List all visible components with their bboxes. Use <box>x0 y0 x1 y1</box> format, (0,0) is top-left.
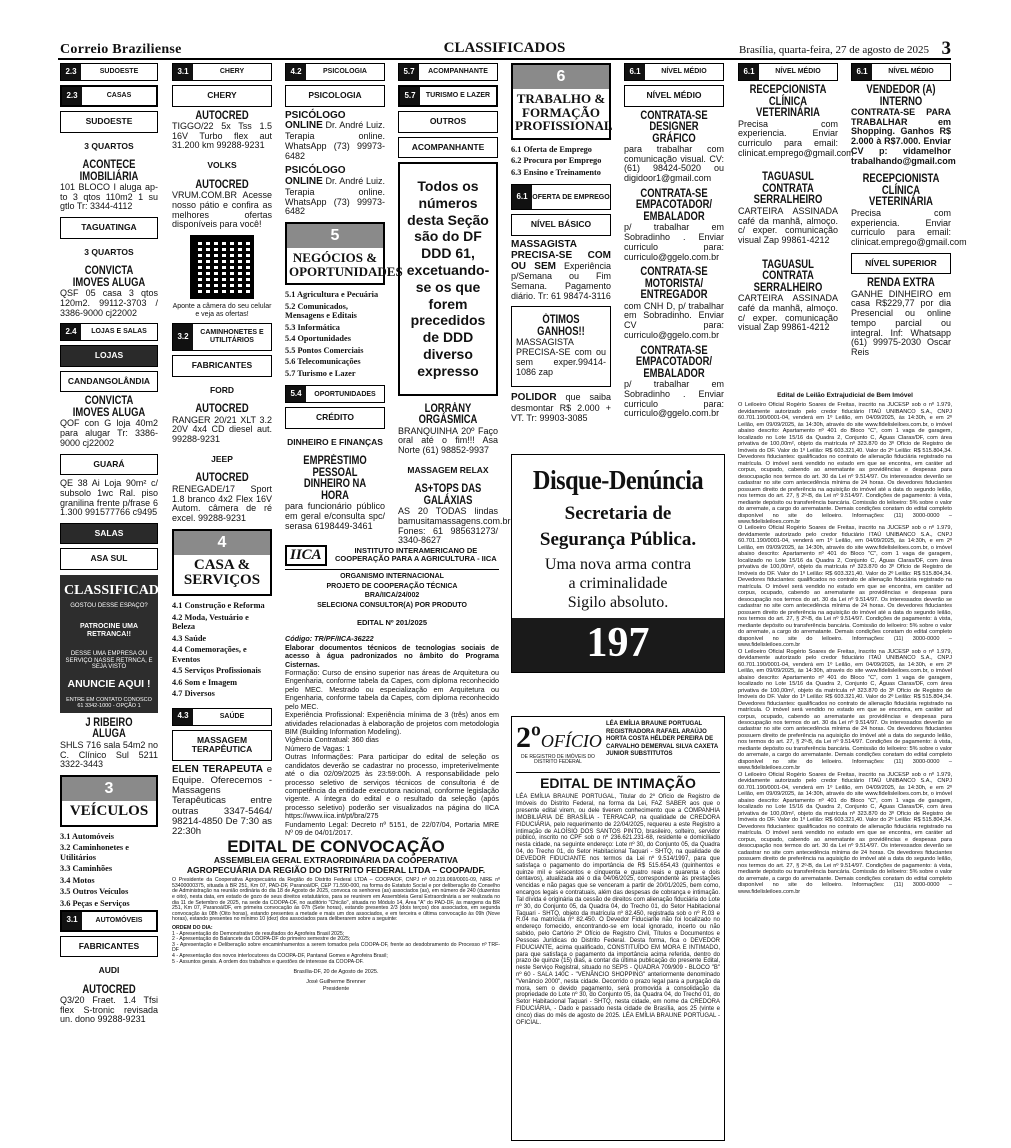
section-header: 5.7 ACOMPANHANTE <box>398 63 498 81</box>
ad-title: CONTRATA-SE MOTORISTA/ ENTREGADOR <box>640 266 708 302</box>
leilao-notice: Edital de Leilão Extrajudicial de Bem Imóvel O Leiloeiro Oficial Rogério Soares de Freitas, inscrito na JUCESP sob o nº 1.979, devidamente autorizado pelo credor fiduciário ITAÚ UNIBANCO S.A., CNPJ 60.701.190/0001-04, venderá em 1º Leilão, em 04/09/2025, às 14:30h, e em 2º Leilão, em 09/09/2025, às 14:30h, através do site www.fidelisleiloes.com.br, o imóvel abaixo descrito: Apartamento nº 401 do Bloco "C", com 1 vaga de garagem, localizado no Lote 15/16 da Quadra 2, Conjunto C, Águas Claras/DF, com área privativa de 100,00m², objeto da matrícula nº 323.870 do 3º Ofício de Registro de Imóveis do DF. Valor do 1º Leilão: R$ 603.321,40. Valor do 2º Leilão: R$ 515.804,34. Devedores fiduciantes: qualificados no contrato de alienação fiduciária registrado na matrícula. O imóvel será vendido no estado em que se encontra, em caráter ad corpus, ocupado, cabendo ao arrematante as providências e despesas para desocupação nos termos do art. 30 da Lei nº 9.514/97. Os interessados deverão se cadastrar no site com antecedência mínima de 24 horas. Os devedores fiduciantes possuem direito de preferência na aquisição do imóvel até a data do segundo leilão, nos termos do art. 27, § 2º-B, da Lei nº 9.514/97. Condições de pagamento: à vista, mediante depósito ou transferência bancária. Comissão do leiloeiro: 5% sobre o valor do arremate, a cargo do arrematante. Demais condições constam do edital completo disponível no site do leiloeiro. Informações: (11) 3000-0000 – www.fidelisleiloes.com.br O Leiloeiro Oficial Rogério Soares de Freitas, inscrito na JUCESP sob o nº 1.979, devidamente autorizado pelo credor fiduciário ITAÚ UNIBANCO S.A., CNPJ 60.701.190/0001-04, venderá em 1º Leilão, em 04/09/2025, às 14:30h, e em 2º Leilão, em 09/09/2025, às 14:30h, através do site www.fidelisleiloes.com.br, o imóvel abaixo descrito: Apartamento nº 401 do Bloco "C", com 1 vaga de garagem, localizado no Lote 15/16 da Quadra 2, Conjunto C, Águas Claras/DF, com área privativa de 100,00m², objeto da matrícula nº 323.870 do 3º Ofício de Registro de Imóveis do DF. Valor do 1º Leilão: R$ 603.321,40. Valor do 2º Leilão: R$ 515.804,34. Devedores fiduciantes: qualificados no contrato de alienação fiduciária registrado na matrícula. O imóvel será vendido no estado em que se encontra, em caráter ad corpus, ocupado, cabendo ao arrematante as providências e despesas para desocupação nos termos do art. 30 da Lei nº 9.514/97. Os interessados deverão se cadastrar no site com antecedência mínima de 24 horas. Os devedores fiduciantes possuem direito de preferência na aquisição do imóvel até a data do segundo leilão, nos termos do art. 27, § 2º-B, da Lei nº 9.514/97. Condições de pagamento: à vista, mediante depósito ou transferência bancária. Comissão do leiloeiro: 5% sobre o valor do arremate, a cargo do arrematante. Demais condições constam do edital completo disponível no site do leiloeiro. Informações: (11) 3000-0000 – www.fidelisleiloes.com.br O Leiloeiro Oficial Rogério Soares de Freitas, inscrito na JUCESP sob o nº 1.979, devidamente autorizado pelo credor fiduciário ITAÚ UNIBANCO S.A., CNPJ 60.701.190/0001-04, venderá em 1º Leilão, em 04/09/2025, às 14:30h, e em 2º Leilão, em 09/09/2025, às 14:30h, através do site www.fidelisleiloes.com.br, o imóvel abaixo descrito: Apartamento nº 401 do Bloco "C", com 1 vaga de garagem, localizado no Lote 15/16 da Quadra 2, Conjunto C, Águas Claras/DF, com área privativa de 100,00m², objeto da matrícula nº 323.870 do 3º Ofício de Registro de Imóveis do DF. Valor do 1º Leilão: R$ 603.321,40. Valor do 2º Leilão: R$ 515.804,34. Devedores fiduciantes: qualificados no contrato de alienação fiduciária registrado na matrícula. O imóvel será vendido no estado em que se encontra, em caráter ad corpus, ocupado, cabendo ao arrematante as providências e despesas para desocupação nos termos do art. 30 da Lei nº 9.514/97. Os interessados deverão se cadastrar no site com antecedência mínima de 24 horas. Os devedores fiduciantes possuem direito de preferência na aquisição do imóvel até a data do segundo leilão, nos termos do art. 27, § 2º-B, da Lei nº 9.514/97. Condições de pagamento: à vista, mediante depósito ou transferência bancária. Comissão do leiloeiro: 5% sobre o valor do arremate, a cargo do arrematante. Demais condições constam do edital completo disponível no site do leiloeiro. Informações: (11) 3000-0000 – www.fidelisleiloes.com.br O Leiloeiro Oficial Rogério Soares de Freitas, inscrito na JUCESP sob o nº 1.979, devidamente autorizado pelo credor fiduciário ITAÚ UNIBANCO S.A., CNPJ 60.701.190/0001-04, venderá em 1º Leilão, em 04/09/2025, às 14:30h, e em 2º Leilão, em 09/09/2025, às 14:30h, através do site www.fidelisleiloes.com.br, o imóvel abaixo descrito: Apartamento nº 401 do Bloco "C", com 1 vaga de garagem, localizado no Lote 15/16 da Quadra 2, Conjunto C, Águas Claras/DF, com área privativa de 100,00m², objeto da matrícula nº 323.870 do 3º Ofício de Registro de Imóveis do DF. Valor do 1º Leilão: R$ 603.321,40. Valor do 2º Leilão: R$ 515.804,34. Devedores fiduciantes: qualificados no contrato de alienação fiduciária registrado na matrícula. O imóvel será vendido no estado em que se encontra, em caráter ad corpus, ocupado, cabendo ao arrematante as providências e despesas para desocupação nos termos do art. 30 da Lei nº 9.514/97. Os interessados deverão se cadastrar no site com antecedência mínima de 24 horas. Os devedores fiduciantes possuem direito de preferência na aquisição do imóvel até a data do segundo leilão, nos termos do art. 27, § 2º-B, da Lei nº 9.514/97. Condições de pagamento: à vista, mediante depósito ou transferência bancária. Comissão do leiloeiro: 5% sobre o valor do arremate, a cargo do arrematante. Demais condições constam do edital completo disponível no site do leiloeiro. Informações: (11) 3000-0000 – www.fidelisleiloes.com.br <box>738 392 952 895</box>
section-header: 3.1 CHERY <box>172 63 272 81</box>
category-box: SUDOESTE <box>60 111 158 133</box>
index-item[interactable]: 6.2 Procura por Emprego <box>511 156 602 166</box>
convocacao-notice: EDITAL DE CONVOCAÇÃO ASSEMBLEIA GERAL EXTRAORDINÁRIA DA COOPERATIVA AGROPECUÁRIA DA REGIÃO DO DISTRITO FEDERAL LTDA – COOPA/DF. O Presidente da Cooperativa Agropecuária da Região do Distrito Federal LTDA – COOPA/DF, CNPJ nº 00.219.069/0001-09, NIRE nº 53400000375, situada à BR 251, Km 07, PAD-DF, Paranoá/DF, CEP 71.590-000, na forma do Estatuto Social e por deliberação do Conselho de Administração na reunião ordinária do dia 18 de Agosto de 2025, convoca os senhores (as) associados (as), em número de 240 (duzentos e oito), nesta data, em estado de gozo de seus direitos estatutários, para se reunirem em Assembleia Geral Extraordinária a ser realizada no dia 11 de Setembro de 2025, na sede da COOPA-DF, no auditório "Chicão", situada no Módulo 14, Área "A" do PAD-DF, às margens da BR 251, Km 07, Paranoá/DF, em primeira convocação às 07h (Sete horas), estando presentes 2/3 (dois terços) dos associados, em segunda convocação às 08h (Oito horas), estando presentes a metade e mais um dos associados, e em terceira e última convocação às 09h (Nove horas), estando presentes no mínimo 10 (dez) dos associados para deliberarem sobre a seguinte: ORDEM DO DIA: 1 - Apresentação do Demonstrativo de resultados do Agrofeira Brasil 2025; 2 - Apresentação do Balancete da COOPA-DF do primeiro semestre de 2025; 3 - Apresentação e Deliberação sobre encaminhamentos a serem tomados pela COOPA-DF, frente ao desdobramento do Processo nº TRF-DF 4 - Apresentação dos novos interlocutores da COOPA-DF, Pantanal Gomes e Agrofeira Brasil; 5 - Assuntos gerais. A ordem dos trabalhos e questões de interesse da COOPA-DF. Brasília-DF, 20 de Agosto de 2025. José Guilherme Brenner Presidente <box>172 837 500 992</box>
ad-body: para funcionário público em geral e/consulta spc/ serasa 6198449-3461 <box>285 501 385 531</box>
notice-title: Edital de Leilão Extrajudicial de Bem Imóvel <box>777 392 913 399</box>
category-header: 4 CASA & SERVIÇOS <box>172 529 272 596</box>
ad-body: QE 38 Ai Loja 90m² c/ subsolo 1wc Ral. piso granilina frente p/frase 6 1.300 991577766 c9495 <box>60 478 158 518</box>
notice-title: EDITAL DE CONVOCAÇÃO <box>227 837 445 856</box>
section-header: 5.7 TURISMO E LAZER <box>398 85 498 107</box>
section-header: 3.1 AUTOMÓVEIS <box>60 910 158 932</box>
ad-title: AUTOCRED <box>195 178 249 191</box>
ad-body: com CNH D, p/ trabalhar em Sobradinho. Enviar CV para: curriculo@ggelo.com.br <box>624 300 724 340</box>
ad-body: 101 BLOCO I aluga ap-to 3 qtos 110m2 1 su gtlo Tr: 3344-4112 <box>60 182 158 212</box>
iica-notice: IICA INSTITUTO INTERAMERICANO DE COOPERAÇÃO PARA A AGRICULTURA - IICA ORGANISMO INTERNACIONAL PROJETO DE COOPERAÇÃO TÉCNICA BRA/IICA/24/002 SELECIONA CONSULTOR(A) POR PRODUTO EDITAL Nº 201/2025 Código: TR/PF/IICA-36222 Elaborar documentos técnicos de tecnologias sociais de acesso à água padronizados no âmbito do Programa Cisternas. Formação: Curso de ensino superior nas áreas de Arquitetura ou Engenharia, conforme tabela da Capes, com diploma reconhecido pelo MEC. Mestrado ou especialização em Arquitetura ou Engenharia, conforme tabela da Capes, com diploma reconhecido pelo MEC. Experiência Profissional: Experiência mínima de 3 (três) anos em atividades relacionadas à elaboração de projetos com metodologia BIM (Building Information Modeling). Vigência Contratual: 360 dias Número de Vagas: 1 Outras Informações: Para participar do edital de seleção os candidatos deverão se cadastrar no processo, impreterivelmente até o dia 02/09/2025 às 23:59:00h. A responsabilidade pelo processo seletivo de serviços técnicos de consultoria é de competência da entidade executora nacional, conforme legislação vigente. A íntegra do edital e o resultado da seleção (após processo seletivo) poderão ser visualizados na página do IICA https://www.iica.int/pt/bra/275 Fundamento Legal: Decreto nº 5151, de 22/07/04, Portaria MRE Nº 09 de 04/01/2017. <box>285 546 499 838</box>
ad-body: PSICÓLOGO ONLINE Dr. André Luiz. Terapia online. WhatsApp (73) 99973-6482 <box>285 165 385 217</box>
notice-title: EDITAL DE INTIMAÇÃO <box>516 772 720 792</box>
index-item[interactable]: 4.3 Saúde <box>172 633 207 643</box>
page-number: 3 <box>941 38 951 59</box>
column-7 <box>738 63 854 393</box>
index-item[interactable]: 5.3 Informática <box>285 322 340 332</box>
ad-title: TAGUASUL CONTRATA SERRALHEIRO <box>753 258 823 294</box>
column-6 <box>624 63 724 443</box>
category-box: NÍVEL SUPERIOR <box>851 253 951 275</box>
category-box: CRÉDITO <box>285 407 385 429</box>
category-box: FORD <box>209 384 235 395</box>
category-box: FABRICANTES <box>60 936 158 958</box>
ad-title: AUTOCRED <box>195 403 249 416</box>
index-item[interactable]: 4.5 Serviços Profissionais <box>172 666 262 676</box>
ad-body: CARTEIRA ASSINADA café da manhã, almoço. c/ exper. comunicação visual Zap 99861-4212 <box>738 205 838 246</box>
category-box: FABRICANTES <box>172 355 272 377</box>
ad-title: AUTOCRED <box>195 472 249 485</box>
index-item[interactable]: 3.3 Caminhões <box>60 864 113 874</box>
ad-body: ELEN TERAPEUTA e Equipe. Oferecemos - Massagens Terapêuticas entre outras 3347-5464/ 98214-4850 De 7:30 as 22:30h <box>172 763 272 837</box>
category-index <box>60 831 158 910</box>
ad-body: BRANQUINHA 20º Faço oral até o fim!!! Asa Norte (61) 98852-9937 <box>398 425 498 456</box>
index-item[interactable]: 5.6 Telecomunicações <box>285 357 361 367</box>
ad-body: RANGER 20/21 XLT 3.2 20V 4x4 CD diesel aut. 99288-9231 <box>172 414 272 445</box>
index-item[interactable]: 4.6 Som e Imagem <box>172 677 237 687</box>
section-header: 5.4 OPORTUNIDADES <box>285 385 385 403</box>
category-header: 6 TRABALHO & FORMAÇÃO PROFISSIONAL <box>511 63 611 140</box>
ad-title: RECEPCIONISTA CLÍNICA VETERINÁRIA <box>862 173 940 209</box>
phone-number[interactable]: 197 <box>512 618 724 671</box>
ad-title: CONVICTA IMOVES ALUGA <box>72 395 146 419</box>
category-box: CANDANGOLÂNDIA <box>60 371 158 393</box>
section-header: 6.1 NÍVEL MÉDIO <box>738 63 838 81</box>
column-3 <box>285 63 403 543</box>
index-item[interactable]: 3.4 Motos <box>60 875 95 885</box>
category-box: DINHEIRO E FINANÇAS <box>287 436 383 447</box>
section-title: CLASSIFICADOS <box>443 40 566 56</box>
section-header: 2.4 LOJAS E SALAS <box>60 323 158 341</box>
ad-title: ACONTECE IMOBILIÁRIA <box>79 159 139 183</box>
ad-body: AS 20 TODAS lindas bamusitamassagens.com.br Fones: 61 985631273/ 3340-8627 <box>398 506 511 546</box>
category-box: CHERY <box>172 85 272 107</box>
subcategory: 3 QUARTOS <box>84 246 134 257</box>
iica-logo: IICA <box>285 545 327 566</box>
category-box: SALAS <box>60 523 158 545</box>
ad-card: ÓTIMOS GANHOS!! MASSAGISTA PRECISA-SE com ou sem exper.99414-1086 zap <box>511 306 611 387</box>
ad-title: J RIBEIRO ALUGA <box>85 716 133 741</box>
section-header: 4.2 PSICOLOGIA <box>285 63 385 81</box>
ad-body: QSF 05 casa 3 qtos 120m2. 99112-3703 / 3386-9000 cj22002 <box>60 288 158 318</box>
index-item[interactable]: 5.2 Comunicados, Mensagens e Editais <box>285 301 357 321</box>
section-header: 4.3 SAÚDE <box>172 708 272 726</box>
iica-edital: EDITAL Nº 201/2025 <box>357 617 427 627</box>
column-5 <box>511 63 611 443</box>
promo-banner[interactable]: CLASSIFICADOS GOSTOU DESSE ESPAÇO? PATROCINE UMA RETRANCA!! DESSE UMA EMPRESA OU SERVIÇO NASSE RETRNCA, E SEJA VISTO ANUNCIE AQUI ! ENTRE EM CONTATO CONOSCO 61 3342-1000 - OPÇÃO 1 <box>60 575 158 713</box>
index-item[interactable]: 4.4 Comemorações, e Eventos <box>172 645 247 664</box>
index-item[interactable]: 6.1 Oferta de Emprego <box>511 144 592 154</box>
category-header: 3 VEÍCULOS <box>60 775 158 827</box>
ad-body: VRUM.COM.BR Acesse nosso pátio e confira as melhores ofertas disponíveis para você! <box>172 190 272 230</box>
ad-body: p/ trabalhar em Sobradinho . Enviar curriculo para: curriculo@ggelo.com.br <box>624 222 724 262</box>
category-box: NÍVEL BÁSICO <box>511 214 611 236</box>
ad-title: EMPRÉSTIMO PESSOAL DINHEIRO NA HORA <box>303 455 367 502</box>
category-header: 5 NEGÓCIOS & OPORTUNIDADES <box>285 222 385 285</box>
ad-title: CONTRATA-SE EMPACOTADOR/ EMBALADOR <box>635 344 713 380</box>
ad-title: RECEPCIONISTA CLÍNICA VETERINÁRIA <box>749 84 827 119</box>
category-box: JEEP <box>211 453 233 464</box>
paper-name: Correio Braziliense <box>60 42 182 57</box>
index-item[interactable]: 5.4 Oportunidades <box>285 334 351 344</box>
category-box: MASSAGEM RELAX <box>407 464 489 475</box>
ad-body: GANHE DINHEIRO em casa R$229,77 por dia Presencial ou online tempo parcial ou integral. Inf: Whatsapp (61) 99975-2030 Oscar Reis <box>851 288 951 358</box>
ad-title: TAGUASUL CONTRATA SERRALHEIRO <box>753 171 823 207</box>
column-8 <box>851 63 967 393</box>
ad-body: QOF con G loja 40m2 para alugar Tr: 3386-9000 cj22002 <box>60 418 158 448</box>
category-box: OUTROS <box>398 111 498 133</box>
section-header: 6.1 NÍVEL MÉDIO <box>851 63 951 81</box>
category-index <box>285 289 385 379</box>
ad-title: CONVICTA IMOVES ALUGA <box>72 265 146 289</box>
category-box: AUDI <box>98 965 120 976</box>
ad-body: p/ trabalhar em Sobradinho . Enviar curriculo para: curriculo@ggelo.com.br <box>624 379 724 419</box>
ad-title: VENDEDOR (A) INTERNO <box>866 84 936 108</box>
category-index <box>511 144 611 179</box>
category-box: ASA SUL <box>60 548 158 570</box>
index-item[interactable]: 3.5 Outros Veículos <box>60 887 129 897</box>
edition-date: Brasília, quarta-feira, 27 de agosto de 2025 <box>739 44 929 56</box>
section-header: 2.3 CASAS <box>60 85 158 107</box>
index-item[interactable]: 5.7 Turismo e Lazer <box>285 368 356 378</box>
ad-title: RENDA EXTRA <box>867 277 935 290</box>
ad-title: CONTRATA-SE EMPACOTADOR/ EMBALADOR <box>635 187 713 223</box>
ad-body: PSICÓLOGO ONLINE Dr. André Luiz. Terapia online. WhatsApp (73) 99973-6482 <box>285 109 385 161</box>
index-item[interactable]: 5.1 Agricultura e Pecuária <box>285 290 379 300</box>
column-4 <box>398 63 511 546</box>
masthead <box>58 38 951 60</box>
index-item[interactable]: 4.2 Moda, Vestuário e Beleza <box>172 612 249 632</box>
ad-body: Precisa com experiencia. Enviar curriculo para email: clinicat.emprego@gmail.com <box>738 118 854 158</box>
category-box: VOLKS <box>207 160 237 171</box>
category-box: TAGUATINGA <box>60 217 158 239</box>
section-header: 2.3 SUDOESTE <box>60 63 158 81</box>
ad-title: AUTOCRED <box>82 983 136 996</box>
ad-body: POLIDOR que saiba desmontar R$ 2.000 + VT. Tr: 99903-3085 <box>511 392 611 423</box>
index-item[interactable]: 5.5 Pontos Comerciais <box>285 345 364 355</box>
category-box: PSICOLOGIA <box>285 85 385 107</box>
index-item[interactable]: 6.3 Ensino e Treinamento <box>511 167 601 177</box>
ad-body: Q3/20 Fraet. 1.4 Tfsi flex S-tronic revisada un. dono 99288-9231 <box>60 995 158 1025</box>
section-header: 6.1 OFERTA DE EMPREGO <box>511 184 611 210</box>
ad-body: CARTEIRA ASSINADA café da manhã, almoço. c/ exper. comunicação visual Zap 99861-4212 <box>738 293 838 333</box>
cartorio-logo: 2ºOFÍCIO DE REGISTRO DE IMÓVEIS DO DISTRITO FEDERAL <box>516 721 602 766</box>
intimacao-notice: 2ºOFÍCIO DE REGISTRO DE IMÓVEIS DO DISTRITO FEDERAL LÉA EMÍLIA BRAUNE PORTUGAL REGISTRADORA RAFAEL ARAÚJO HORTA COSTA HÉLDER PEREIRA DE CARVALHO DEMERVAL SILVA CAXETA JUNIOR SUBSTITUTOS EDITAL DE INTIMAÇÃO LÉA EMÍLIA BRAUNE PORTUGAL, Titular do 2º Ofício de Registro de Imóveis do Distrito Federal, na forma da Lei, FAZ SABER aos que o presente edital virem, ou dele tiverem conhecimento que a COMPANHIA IMOBILIÁRIA DE BRASÍLIA - TERRACAP, na qualidade de CREDORA FIDUCIÁRIA, pelo requerimento de 22/04/2025, requereu a este Registro a intimação de ALOÍSIO DOS SANTOS PINTO, brasileiro, solteiro, servidor público, inscrito no CPF sob o nº 236.621.231-68, residente e domiciliado nesta cidade, na seguinte endereço: Lote nº 30, do Conjunto 05, da Quadra 04, do Trecho 01, do Setor Habitacional Taquari - SHTQ, na qualidade de DEVEDOR FIDUCIANTE nos termos da Lei nº 9.514/1997, para que satisfaça o pagamento do importância de R$ 515.654,43 (quinhentos e quinze mil e seiscentos e cinquenta e quatro reais e quarenta e dois centavos), atualizada até o dia 04/06/2025, correspondente às prestações vencidas e não pagas que se venceram a partir de 20/01/2025, bem como, encargos legais e contratuais, além das despesas de cobrança e intimação. Tal dívida é originária da cessão de direitos com alienação fiduciária do Lote nº 30, do Conjunto 05, da Quadra 04, do Trecho 01, do Setor Habitacional Taquari - SHTQ, objeto da matrícula nº 82.450, registrada sob o nº R.03 e R.04 na matrícula nº 82.450. O Devedor Fiduciante não foi localizado no endereço fornecido, encontrando-se em local ignorado, incerto ou não sabido, pelo Cartório 2º Ofício de Registro Civil, Títulos e Documentos e Pessoas Jurídicas do Distrito Federal. Desta forma, fica o DEVEDOR FIDUCIANTE, acima qualificado, CONSTITUÍDO EM MORA E INTIMADO, para que satisfaça o pagamento da importância acima referida, dentro do prazo de quinze (15) dias, a contar da última publicação do presente Edital, neste Serviço Registral, situado no SEPS - QUADRA 709/909 - BLOCO "B" nº 60 - SALA 140C - "VENÂNCIO SHOPPING" anteriormente denominado "Venâncio 2000", nesta cidade. Decorrido o prazo legal para a purgação da mora, sem o devido pagamento, será promovida a consolidação da propriedade do Lote nº 30, do Conjunto 05, da Quadra 04, do Trecho 01, do Setor Habitacional Taquari - SHTQ, nesta cidade, em nome da CREDORA FIDUCIÁRIA, - Dado e passado nesta cidade de Brasília, aos 25 (vinte e cinco) dias do mês de agosto de 2025. LÉA EMÍLIA BRAUNE PORTUGAL - OFICIAL. <box>511 716 725 1141</box>
category-box: LOJAS <box>60 345 158 367</box>
ad-title: LORRÁNY ORGÁSMICA <box>418 402 478 427</box>
category-index <box>172 600 272 700</box>
qr-caption: Aponte a câmera do seu celular e veja as ofertas! <box>172 303 272 318</box>
ad-title: AS+TOPS DAS GALÁXIAS <box>414 483 482 507</box>
column-1 <box>60 63 178 1143</box>
category-box: MASSAGEM TERAPÊUTICA <box>172 730 272 761</box>
index-item[interactable]: 4.7 Diversos <box>172 689 215 699</box>
ad-body: SHLS 716 sala 54m2 no C. Clínico Sul 5211 3322-3443 <box>60 739 158 770</box>
ad-body: TIGGO/22 5x Tss 1.5 16V Turbo flex aut 31.200 km 99288-9231 <box>172 121 272 151</box>
section-header: 3.2 CAMINHONETES E UTILITÁRIOS <box>172 323 272 351</box>
ad-body: MASSAGISTA PRECISA-SE COM OU SEM Experiência p/Semana ou Fim Semana. Pagamento diário. Tr: 61 98474-3116 <box>511 238 611 301</box>
category-box: GUARÁ <box>60 454 158 476</box>
index-item[interactable]: 3.1 Automóveis <box>60 831 114 841</box>
disque-denuncia-ad: Disque-Denúncia Secretaria de Segurança Pública. Uma nova arma contra a criminalidade Sigilo absoluto. 197 <box>511 448 725 713</box>
ad-title: CONTRATA-SE DESIGNER GRÁFICO <box>640 109 708 145</box>
qr-code[interactable] <box>190 235 254 299</box>
ad-body: RENEGADE/17 Sport 1.8 branco 4x2 Flex 16V Autom. câmera de ré excel. 99288-9231 <box>172 483 272 524</box>
category-box: NÍVEL MÉDIO <box>624 85 724 107</box>
notice-callout: Todos os números desta Seção são do DF DDD 61, excetuando-se os que forem precedidos de DDD diverso expresso <box>398 162 498 396</box>
column-2 <box>172 63 272 893</box>
subcategory: 3 QUARTOS <box>84 140 134 151</box>
index-item[interactable]: 4.1 Construção e Reforma <box>172 601 265 611</box>
index-item[interactable]: 3.2 Caminhonetes e Utilitários <box>60 843 129 862</box>
ad-body: Precisa com experiencia. Enviar curriculo para email: clinicat.emprego@gmail.com <box>851 207 967 247</box>
ad-body: CONTRATA-SE PARA TRABALHAR em Shopping. Ganhos R$ 2.000 à R$7.000. Enviar CV p: vidamelhor trabalhando@gmail.com <box>851 107 956 166</box>
section-header: 6.1 NÍVEL MÉDIO <box>624 63 724 81</box>
iica-org: INSTITUTO INTERAMERICANO DE COOPERAÇÃO PARA A AGRICULTURA - IICA <box>335 546 497 564</box>
category-box: ACOMPANHANTE <box>398 137 498 159</box>
ad-body: para trabalhar com comunicação visual. CV: (61) 98424-5020 ou digidoor1@gmail.com <box>624 144 724 184</box>
ad-title: AUTOCRED <box>195 109 249 122</box>
index-item[interactable]: 3.6 Peças e Serviços <box>60 898 130 908</box>
